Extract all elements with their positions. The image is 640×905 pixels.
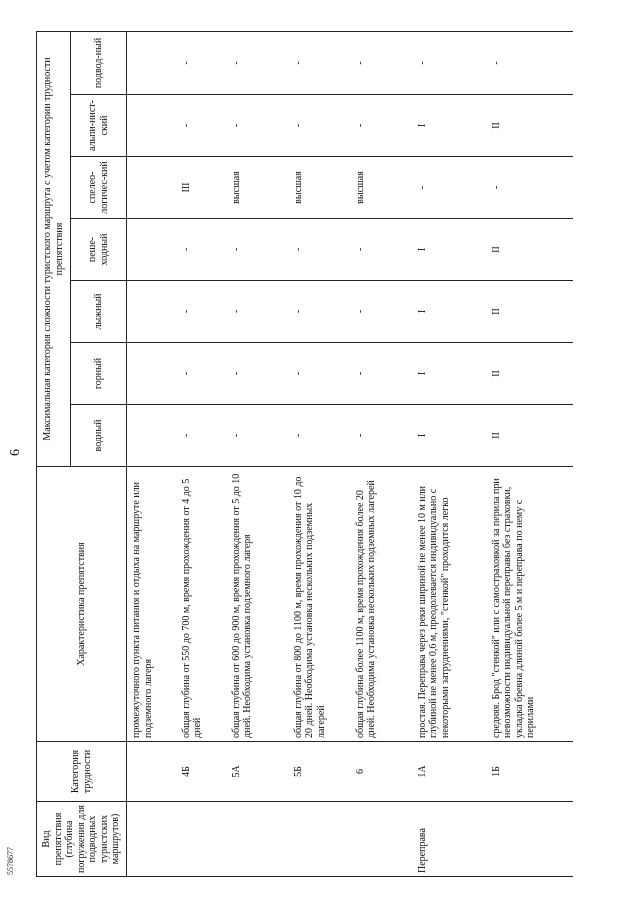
page-number: 6 — [8, 449, 23, 456]
obstacle-type-cell — [351, 802, 413, 877]
value-speleo: высшая — [227, 157, 289, 219]
description-cell: общая глубина от 550 до 700 м, время прохождения от 4 до 5 дней — [177, 467, 227, 742]
category-cell: 5А — [227, 742, 289, 802]
value-alpine: I — [413, 95, 487, 157]
obstacle-type-cell — [177, 802, 227, 877]
difficulty-table — [36, 31, 573, 877]
value-mountain: - — [351, 343, 413, 405]
value-mountain: - — [289, 343, 351, 405]
value-hiking: - — [289, 219, 351, 281]
value-speleo: высшая — [289, 157, 351, 219]
category-cell — [127, 742, 177, 802]
category-cell: 1А — [413, 742, 487, 802]
table-row — [289, 31, 351, 876]
header-route-alpine: альпи-нист-ский — [71, 95, 127, 157]
description-cell: средняя. Брод "стенкой" или с самостраховкой за перила при невозможности индивидуальной переправы без страховки, укладка бревна длиной более 5 м и переправа по нему с перилами — [487, 467, 573, 742]
value-water: II — [487, 405, 573, 467]
value-speleo: - — [413, 157, 487, 219]
value-mountain: - — [177, 343, 227, 405]
value-ski: I — [413, 281, 487, 343]
category-cell: 5Б — [289, 742, 351, 802]
header-max-category-group: Максимальная категория сложности туристского маршрута с учетом категории трудности препятствия — [37, 31, 71, 466]
header-obstacle-type: Вид препятствия (глубина погружения для подводных туристских маршрутов) — [37, 802, 127, 877]
value-underwater — [127, 31, 177, 94]
description-cell: простая. Переправа через реки шириной не менее 10 м или глубиной не менее 0,6 м, преодолевается индивидуально с некоторыми затруднениями, "стенкой" проходится легко — [413, 467, 487, 742]
header-route-mountain: горный — [71, 343, 127, 405]
value-hiking: - — [177, 219, 227, 281]
category-cell: 1Б — [487, 742, 573, 802]
table-row — [351, 31, 413, 876]
value-alpine: - — [227, 95, 289, 157]
value-mountain: - — [227, 343, 289, 405]
value-ski: - — [351, 281, 413, 343]
value-hiking: II — [487, 219, 573, 281]
value-ski: II — [487, 281, 573, 343]
obstacle-type-cell — [289, 802, 351, 877]
value-alpine: - — [289, 95, 351, 157]
value-mountain — [127, 343, 177, 405]
value-alpine: - — [177, 95, 227, 157]
obstacle-type-cell: Переправа — [413, 802, 487, 877]
value-water: - — [227, 405, 289, 467]
value-water — [127, 405, 177, 467]
value-water: I — [413, 405, 487, 467]
obstacle-type-cell — [487, 802, 573, 877]
value-speleo: - — [487, 157, 573, 219]
table-row — [487, 31, 573, 876]
category-cell: 6 — [351, 742, 413, 802]
value-ski: - — [289, 281, 351, 343]
value-water: - — [289, 405, 351, 467]
value-alpine: - — [351, 95, 413, 157]
value-underwater: - — [227, 31, 289, 94]
value-speleo: высшая — [351, 157, 413, 219]
description-cell: общая глубина более 1100 м, время прохождения более 20 дней. Необходима установка нескольких подземных лагерей — [351, 467, 413, 742]
value-alpine — [127, 95, 177, 157]
value-mountain: II — [487, 343, 573, 405]
header-route-hiking: пеше-ходный — [71, 219, 127, 281]
value-underwater: - — [289, 31, 351, 94]
obstacle-type-cell — [227, 802, 289, 877]
header-characteristic: Характеристика препятствия — [37, 467, 127, 742]
value-water: - — [351, 405, 413, 467]
obstacle-type-cell — [127, 802, 177, 877]
table-row — [227, 31, 289, 876]
value-hiking: - — [227, 219, 289, 281]
table-row — [127, 31, 177, 876]
category-cell: 4Б — [177, 742, 227, 802]
header-category: Категория трудности — [37, 742, 127, 802]
value-underwater: - — [487, 31, 573, 94]
value-water: - — [177, 405, 227, 467]
table-row — [413, 31, 487, 876]
value-ski: - — [177, 281, 227, 343]
value-underwater: - — [177, 31, 227, 94]
value-hiking: I — [413, 219, 487, 281]
header-route-speleo: спелео-логичес-кий — [71, 157, 127, 219]
value-underwater: - — [351, 31, 413, 94]
value-hiking — [127, 219, 177, 281]
value-ski — [127, 281, 177, 343]
description-cell: промежуточного пункта питания и отдыха на маршруте или подземного лагеря — [127, 467, 177, 742]
value-mountain: I — [413, 343, 487, 405]
header-route-underwater: подвод-ный — [71, 31, 127, 94]
value-speleo — [127, 157, 177, 219]
description-cell: общая глубина от 600 до 900 м, время прохождения от 5 до 10 дней. Необходима установка подземного лагеря — [227, 467, 289, 742]
value-alpine: II — [487, 95, 573, 157]
document-id: 5578677 — [6, 847, 15, 875]
value-ski: - — [227, 281, 289, 343]
header-route-water: водный — [71, 405, 127, 467]
table-row — [177, 31, 227, 876]
header-route-ski: лыжный — [71, 281, 127, 343]
value-hiking: - — [351, 219, 413, 281]
value-underwater: - — [413, 31, 487, 94]
value-speleo: III — [177, 157, 227, 219]
description-cell: общая глубина от 800 до 1100 м, время прохождения от 10 до 20 дней. Необходима установка нескольких подземных лагерей — [289, 467, 351, 742]
